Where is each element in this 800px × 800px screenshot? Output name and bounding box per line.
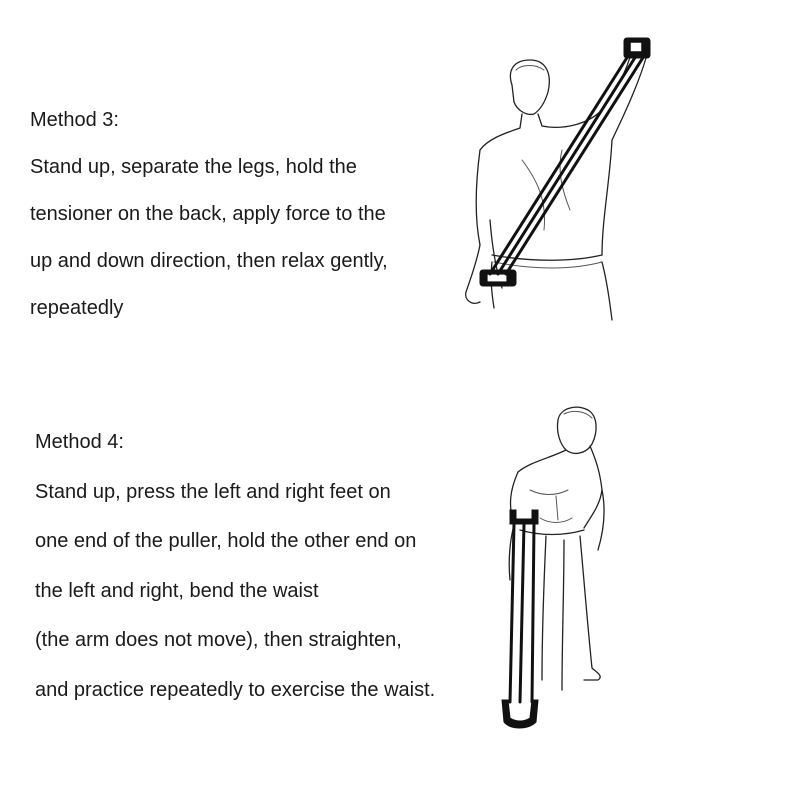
method-4-line-2: one end of the puller, hold the other end on: [35, 530, 417, 552]
method-4-line-4: (the arm does not move), then straighten,: [35, 629, 402, 651]
method-4-line-1: Stand up, press the left and right feet on: [35, 480, 391, 503]
method-3-line-1: Stand up, separate the legs, hold the: [30, 156, 357, 178]
method-4-illustration: [480, 400, 620, 745]
method-4-line-5: and practice repeatedly to exercise the waist.: [35, 678, 436, 701]
method-3-line-3: up and down direction, then relax gently,: [30, 250, 388, 272]
method-4-line-3: the left and right, bend the waist: [35, 579, 319, 602]
method-3-line-4: repeatedly: [30, 297, 124, 319]
method-4-heading: Method 4:: [35, 431, 124, 453]
method-3-line-2: tensioner on the back, apply force to the: [30, 203, 386, 225]
method-3-section: [30, 108, 470, 343]
method-4-section: [35, 430, 505, 727]
method-3-illustration: [452, 30, 662, 330]
method-3-heading: Method 3:: [30, 109, 119, 131]
